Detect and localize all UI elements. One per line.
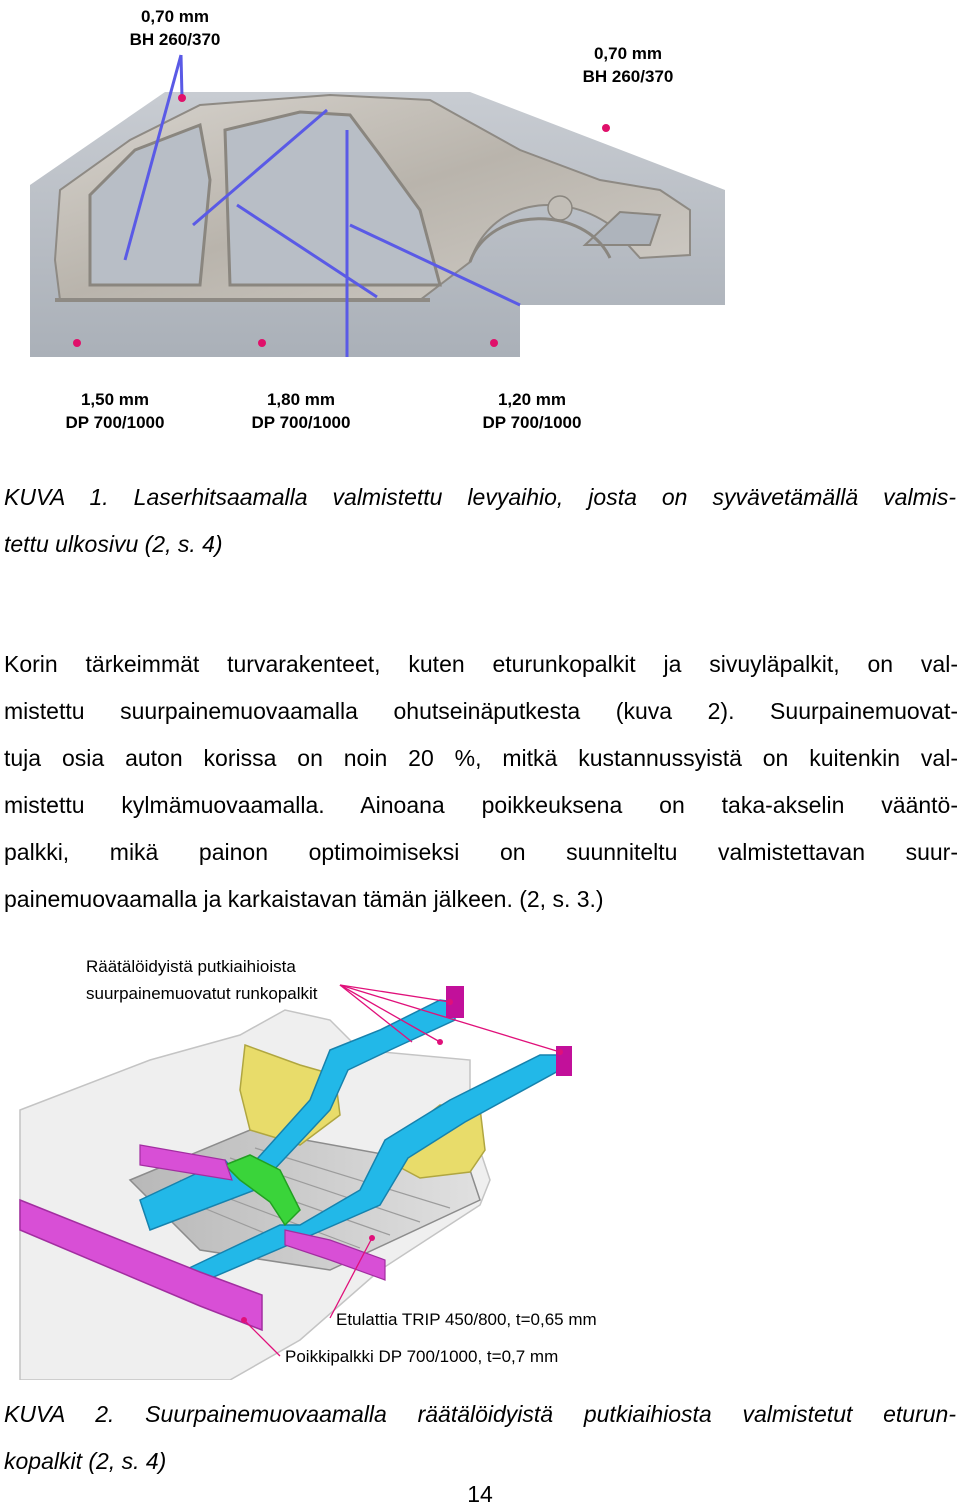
label-rear-thickness: 0,70 mm BH 260/370 <box>582 44 674 86</box>
label-crossbeam: Poikkipalkki DP 700/1000, t=0,7 mm <box>285 1347 559 1366</box>
body-paragraph: Korin tärkeimmät turvarakenteet, kuten eturunkopalkit ja sivuyläpalkit, on val- mistettu suurpainemuovaamalla ohutseinäputkesta (kuva 2). Suurpainemuovat- tuja osia auton korissa on noin 20 %, mitkä kustannussyistä on kuitenkin val- mistettu kylmämuovaamalla. Ainoana poikkeuksena on taka-akselin vääntö- palkki, mikä painon optimoimiseksi on suunniteltu valmistettavan suur- painemuovaamalla ja karkaistavan tämän jälkeen. (2, s. 3.) <box>4 651 958 912</box>
label-b-pillar-thickness: 1,80 mm DP 700/1000 <box>251 390 351 432</box>
page-number: 14 <box>467 1481 493 1507</box>
fuel-cap-recess <box>548 196 572 220</box>
figure-2-caption: KUVA 2. Suurpainemuovaamalla räätälöidyistä putkiaihiosta valmistetut eturun- kopalkit (2, s. 4) <box>4 1401 956 1474</box>
figure-1-caption: KUVA 1. Laserhitsaamalla valmistettu levyaihio, josta on syvävetämällä valmis- tettu ulkosivu (2, s. 4) <box>4 484 956 557</box>
label-front-floor: Etulattia TRIP 450/800, t=0,65 mm <box>336 1310 597 1329</box>
label-wheel-arch-thickness: 1,20 mm DP 700/1000 <box>482 390 582 432</box>
label-roof-thickness: 0,70 mm BH 260/370 <box>129 7 221 49</box>
label-front-pillar-thickness: 1,50 mm DP 700/1000 <box>65 390 165 432</box>
label-tube-rails: Räätälöidyistä putkiaihioista suurpainemuovatut runkopalkit <box>86 957 318 1003</box>
